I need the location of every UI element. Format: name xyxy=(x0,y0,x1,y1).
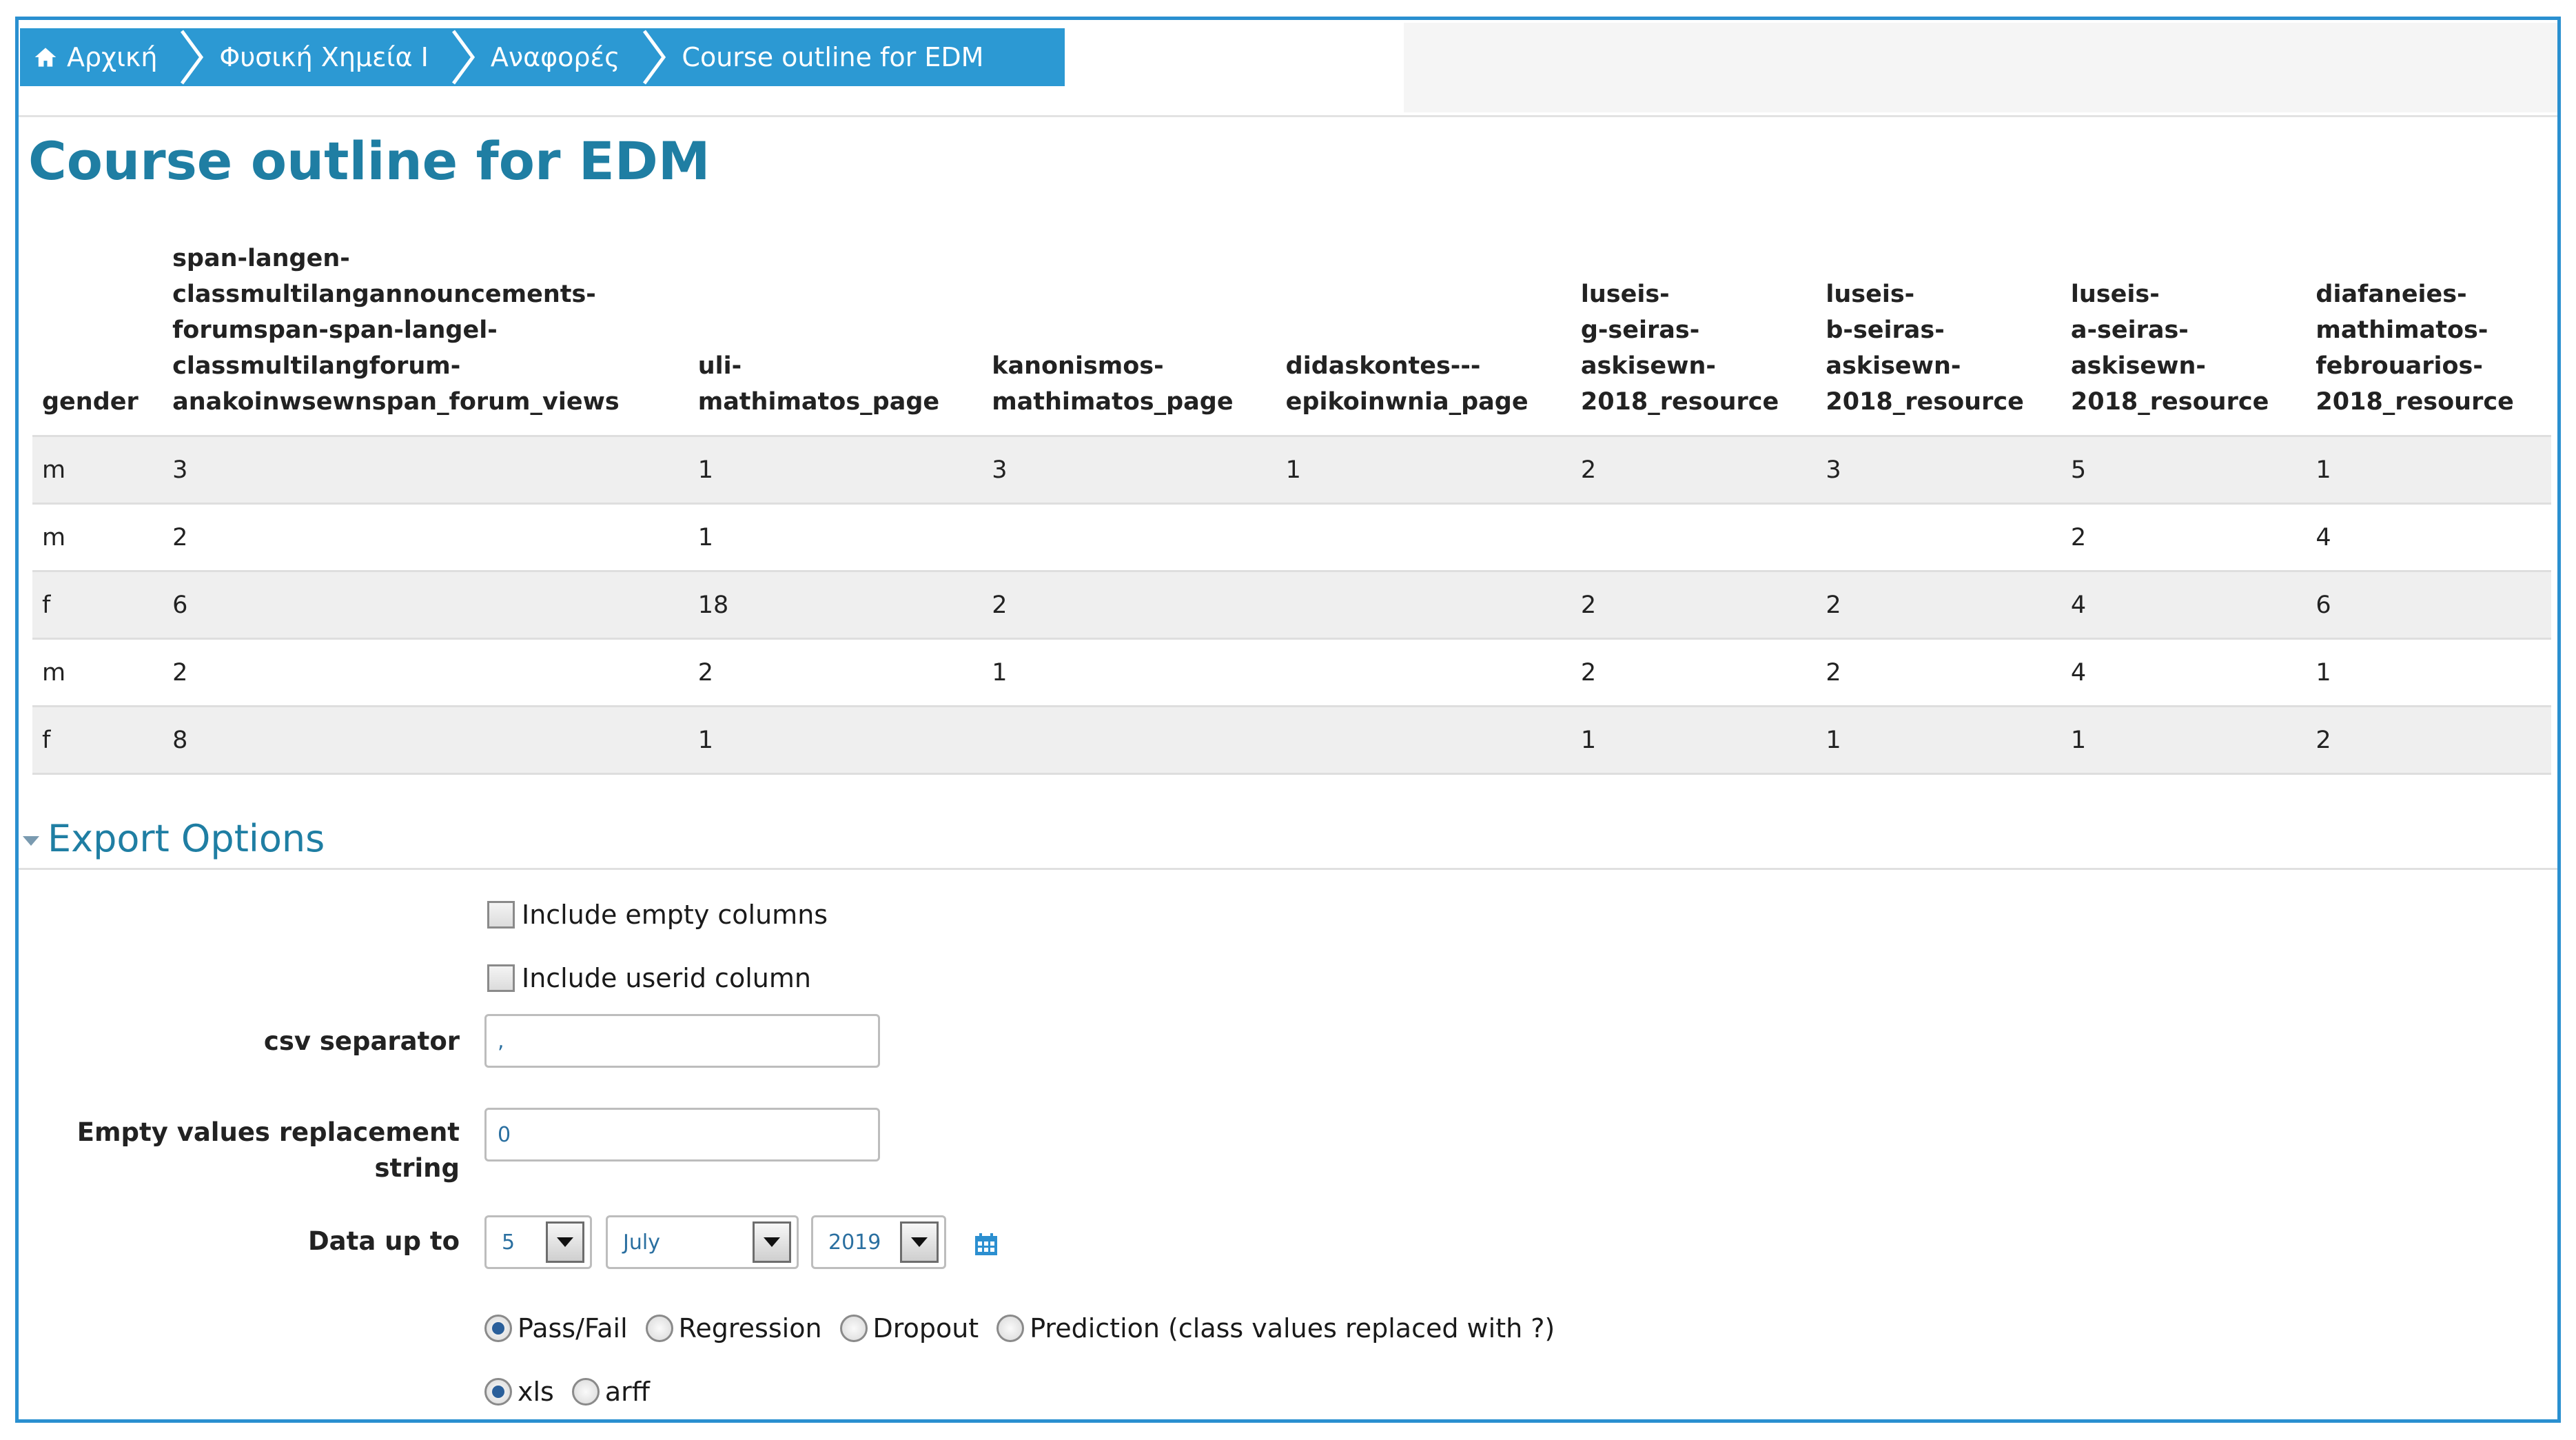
column-header-line: g-seiras- xyxy=(1580,316,1700,344)
column-header-line: uli- xyxy=(697,352,742,380)
table-body xyxy=(32,436,2551,774)
column-header-line: diafaneies- xyxy=(2316,281,2467,308)
include-empty-row xyxy=(487,900,828,930)
table-cell: 2 xyxy=(1571,639,1817,707)
table-cell xyxy=(982,707,1276,774)
column-header xyxy=(688,241,982,436)
breadcrumb xyxy=(20,28,1065,86)
calendar-icon[interactable] xyxy=(974,1232,999,1257)
table-row xyxy=(32,639,2551,707)
column-header-line: mathimatos_page xyxy=(697,388,940,416)
breadcrumb-home[interactable] xyxy=(34,28,178,86)
table-cell: 1 xyxy=(2306,639,2551,707)
column-header-line: askisewn- xyxy=(2070,352,2206,380)
column-header xyxy=(2061,241,2307,436)
table-cell: 2 xyxy=(2061,504,2307,571)
export-format-radio[interactable] xyxy=(484,1378,512,1406)
column-header-line: 2018_resource xyxy=(1580,388,1779,416)
table-cell xyxy=(1276,504,1571,571)
analysis-type-radio[interactable] xyxy=(484,1315,512,1342)
column-header-line: a-seiras- xyxy=(2070,316,2189,344)
analysis-type-label: Pass/Fail xyxy=(518,1313,628,1343)
column-header-line: kanonismos- xyxy=(992,352,1164,380)
include-userid-row xyxy=(487,963,811,993)
breadcrumb-reports[interactable] xyxy=(491,28,641,86)
chevron-right-icon xyxy=(178,28,205,86)
csv-separator-label: csv separator xyxy=(263,1026,460,1056)
table-cell: f xyxy=(32,571,163,639)
column-header-line: 2018_resource xyxy=(2316,388,2514,416)
export-format-label: arff xyxy=(604,1377,650,1407)
table-cell: 2 xyxy=(1571,571,1817,639)
column-header-line: span-langen- xyxy=(172,245,350,272)
table-row xyxy=(32,436,2551,504)
breadcrumb-label: Φυσική Χημεία Ι xyxy=(219,42,429,72)
table-cell: 1 xyxy=(1571,707,1817,774)
include-empty-checkbox[interactable] xyxy=(487,901,515,929)
empty-values-label-line2: string xyxy=(374,1153,460,1183)
column-header-line: mathimatos- xyxy=(2316,316,2488,344)
day-select[interactable] xyxy=(484,1215,592,1269)
export-format-radio[interactable] xyxy=(572,1378,600,1406)
analysis-type-radio[interactable] xyxy=(996,1315,1024,1342)
column-header-line: classmultilangannouncements- xyxy=(172,281,596,308)
page-title: Course outline for EDM xyxy=(28,130,711,192)
column-header-line: mathimatos_page xyxy=(992,388,1234,416)
year-value: 2019 xyxy=(828,1230,881,1255)
include-userid-label: Include userid column xyxy=(522,963,811,993)
table-cell xyxy=(1276,639,1571,707)
chevron-right-icon xyxy=(449,28,477,86)
export-options-title: Export Options xyxy=(48,817,325,860)
month-value: July xyxy=(623,1230,660,1255)
breadcrumb-label: Course outline for EDM xyxy=(682,42,984,72)
column-header-line: askisewn- xyxy=(1826,352,1961,380)
column-header-line: 2018_resource xyxy=(1826,388,2024,416)
breadcrumb-label: Αρχική xyxy=(67,42,158,72)
column-header-line: b-seiras- xyxy=(1826,316,1945,344)
table-cell: 1 xyxy=(2306,436,2551,504)
table-cell: 3 xyxy=(163,436,688,504)
column-header-line: luseis- xyxy=(1580,281,1670,308)
breadcrumb-label: Αναφορές xyxy=(490,42,620,72)
analysis-type-option[interactable] xyxy=(996,1313,1555,1343)
empty-values-label-line1: Empty values replacement xyxy=(76,1117,460,1147)
table-cell: 8 xyxy=(163,707,688,774)
export-options-header[interactable] xyxy=(19,813,2557,870)
table-cell: 2 xyxy=(1816,571,2061,639)
column-header xyxy=(1571,241,1817,436)
column-header xyxy=(2306,241,2551,436)
export-format-label: xls xyxy=(518,1377,554,1407)
table-cell: 2 xyxy=(1571,436,1817,504)
export-format-option[interactable] xyxy=(484,1377,554,1407)
table-cell: 2 xyxy=(1816,639,2061,707)
table-cell: 4 xyxy=(2306,504,2551,571)
table-cell xyxy=(1816,504,2061,571)
chevron-down-icon xyxy=(546,1221,584,1263)
day-value: 5 xyxy=(502,1230,515,1255)
table-cell: 4 xyxy=(2061,639,2307,707)
table-cell: 6 xyxy=(2306,571,2551,639)
table-cell: 2 xyxy=(2306,707,2551,774)
table-row xyxy=(32,571,2551,639)
table-cell: 2 xyxy=(688,639,982,707)
column-header-line: forumspan-span-langel- xyxy=(172,316,498,344)
column-header-line: classmultilangforum- xyxy=(172,352,461,380)
column-header xyxy=(1276,241,1571,436)
column-header xyxy=(32,241,163,436)
column-header-line: luseis- xyxy=(2070,281,2160,308)
include-empty-label: Include empty columns xyxy=(522,900,828,930)
breadcrumb-course[interactable] xyxy=(219,28,449,86)
empty-values-input[interactable] xyxy=(484,1108,880,1162)
column-header xyxy=(163,241,688,436)
analysis-type-label: Dropout xyxy=(872,1313,979,1343)
empty-values-label xyxy=(25,1115,460,1186)
export-format-option[interactable] xyxy=(572,1377,650,1407)
table-cell: m xyxy=(32,504,163,571)
table-cell: 5 xyxy=(2061,436,2307,504)
app-frame xyxy=(15,17,2561,1423)
table-row xyxy=(32,504,2551,571)
chevron-down-icon xyxy=(753,1221,791,1263)
analysis-type-option[interactable] xyxy=(484,1313,628,1343)
breadcrumb-current xyxy=(682,28,1004,86)
column-header-line: didaskontes--- xyxy=(1285,352,1481,380)
table-cell xyxy=(1571,504,1817,571)
home-icon xyxy=(34,45,57,69)
collapse-triangle-icon xyxy=(23,836,39,846)
analysis-type-option[interactable] xyxy=(840,1313,979,1343)
export-format-group xyxy=(484,1377,668,1407)
table-cell: 1 xyxy=(1816,707,2061,774)
table-header-row xyxy=(32,241,2551,436)
table-row xyxy=(32,707,2551,774)
outline-table xyxy=(32,241,2551,775)
table-cell: 3 xyxy=(1816,436,2061,504)
csv-separator-input[interactable] xyxy=(484,1014,880,1068)
table-cell: 1 xyxy=(688,707,982,774)
table-cell: 1 xyxy=(688,436,982,504)
table-cell xyxy=(982,504,1276,571)
column-header-line: luseis- xyxy=(1826,281,1915,308)
column-header-line: febrouarios- xyxy=(2316,352,2483,380)
table-cell: 4 xyxy=(2061,571,2307,639)
analysis-type-label: Regression xyxy=(678,1313,822,1343)
table-cell: 2 xyxy=(163,639,688,707)
include-userid-checkbox[interactable] xyxy=(487,964,515,992)
column-header-line: epikoinwnia_page xyxy=(1285,388,1529,416)
column-header-line: askisewn- xyxy=(1580,352,1716,380)
column-header xyxy=(982,241,1276,436)
analysis-type-radio[interactable] xyxy=(840,1315,868,1342)
column-header xyxy=(1816,241,2061,436)
table-cell: m xyxy=(32,436,163,504)
chevron-right-icon xyxy=(640,28,668,86)
column-header-line: anakoinwsewnspan_forum_views xyxy=(172,388,620,416)
header-spacer xyxy=(1404,23,2558,112)
table-cell: 1 xyxy=(982,639,1276,707)
data-up-to-label: Data up to xyxy=(307,1226,460,1256)
table-cell: 18 xyxy=(688,571,982,639)
analysis-type-label: Prediction (class values replaced with ?) xyxy=(1030,1313,1555,1343)
analysis-type-option[interactable] xyxy=(646,1313,822,1343)
table-cell: 3 xyxy=(982,436,1276,504)
analysis-type-radio[interactable] xyxy=(646,1315,673,1342)
column-header-line: gender xyxy=(42,388,139,416)
table-cell xyxy=(1276,571,1571,639)
table-cell: 1 xyxy=(2061,707,2307,774)
table-cell: 2 xyxy=(163,504,688,571)
table-cell: 1 xyxy=(688,504,982,571)
table-cell: m xyxy=(32,639,163,707)
table-cell: f xyxy=(32,707,163,774)
table-cell: 1 xyxy=(1276,436,1571,504)
chevron-down-icon xyxy=(900,1221,939,1263)
year-select[interactable] xyxy=(811,1215,946,1269)
header-bar xyxy=(19,20,2557,117)
table-cell xyxy=(1276,707,1571,774)
table-cell: 6 xyxy=(163,571,688,639)
table-cell: 2 xyxy=(982,571,1276,639)
analysis-type-group xyxy=(484,1313,1573,1343)
month-select[interactable] xyxy=(606,1215,799,1269)
column-header-line: 2018_resource xyxy=(2070,388,2269,416)
